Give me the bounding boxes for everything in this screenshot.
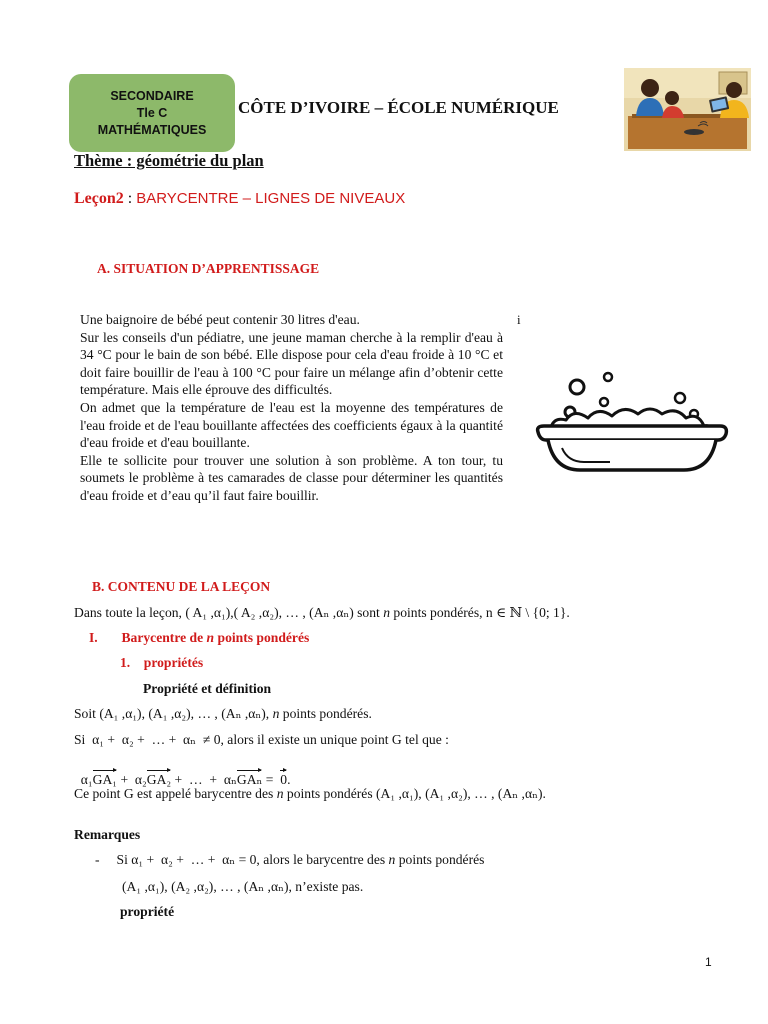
badge-level: SECONDAIRE (110, 88, 194, 103)
situation-paragraph: Une baignoire de bébé peut contenir 30 litres d'eau. (80, 312, 360, 327)
section-a-title: A. SITUATION D’APPRENTISSAGE (97, 261, 320, 276)
property-definition-heading: Propriété et définition (143, 681, 272, 696)
remark-1-continued (122, 879, 363, 895)
intro-prefix: Dans toute la leçon, (74, 605, 186, 620)
vector-equation (74, 756, 290, 788)
coef-alpha-1: α₁ (80, 772, 93, 787)
vector-gan: GAₙ (236, 772, 263, 787)
header-illustration (624, 68, 751, 151)
rem1-sum: α₁ + α₂ + … + αₙ = 0, (131, 852, 260, 867)
vector-ga2: GA₂ (146, 772, 172, 787)
badge-class: Tle C (136, 105, 168, 120)
lesson-label: Leçon2 (74, 190, 124, 207)
bathtub-illustration (532, 340, 732, 495)
property-heading: propriété (120, 904, 175, 919)
subsection-i1-title: 1. propriétés (120, 655, 204, 670)
situation-text (80, 311, 503, 505)
situation-paragraph: Elle te sollicite pour trouver une solution à son problème. A ton tour, tu soumets le problème à tes camarades de classe pour déterminer les quantités d'eau froide et d’eau qu’il faut faire bouillir. (80, 452, 503, 503)
equals-sign: = (262, 772, 281, 787)
subsection-i-suffix: points pondérés (214, 630, 310, 645)
si-sum: α₁ + α₂ + … + αₙ ≠ 0, (92, 732, 224, 747)
intro-condition: n ∈ ℕ \ {0; 1}. (485, 605, 570, 620)
lesson-intro (74, 605, 570, 621)
rem1-suffix: points pondérés (395, 852, 485, 867)
rem1-prefix: - Si (95, 852, 132, 867)
situation-paragraph: Sur les conseils d'un pédiatre, une jeune maman cherche à la remplir d'eau à 34 °C pour le bain de son bébé. Elle dispose pour cela d'eau froide à 10 °C et doit faire bouillir de l'eau à 100 °C pour faire un mélange afin d’obtenir cette température. Mais elle éprouve des difficultés. (80, 329, 503, 398)
intro-suffix: points pondérés, (390, 605, 486, 620)
subsection-i-prefix: I. Barycentre de (89, 630, 207, 645)
subsection-i-title (89, 630, 309, 646)
si-line (74, 732, 449, 748)
rem1-mid: alors le barycentre des (259, 852, 389, 867)
equation-period: . (287, 772, 291, 787)
coef-alpha-2: + α₂ (117, 772, 147, 787)
section-b-title: B. CONTENU DE LA LEÇON (92, 579, 271, 594)
coef-alpha-n: + … + αₙ (171, 772, 237, 787)
ce-mid: points pondérés (283, 786, 377, 801)
soit-prefix: Soit (74, 706, 100, 721)
si-prefix: Si (74, 732, 93, 747)
lesson-heading (74, 190, 405, 208)
ce-prefix: Ce point G est appelé barycentre des (74, 786, 277, 801)
rem1b-points: (A₁ ,α₁), (A₂ ,α₂), … , (Aₙ ,αₙ), (122, 879, 292, 894)
theme-heading: Thème : géométrie du plan (74, 151, 264, 170)
vector-ga1: GA₁ (92, 772, 118, 787)
situation-paragraph: On admet que la température de l'eau est la moyenne des températures de l'eau froide et de l'eau bouillante affectées des coefficients égaux à la quantité d'eau froide et d'eau bouillante. (80, 399, 503, 451)
lesson-separator: : (123, 190, 137, 207)
ce-n: n (276, 786, 284, 801)
intro-points: ( A₁ ,α₁),( A₂ ,α₂), … , (Aₙ ,αₙ) (185, 605, 354, 620)
subsection-i-n: n (206, 630, 215, 645)
stray-mark: i (517, 312, 521, 327)
ce-points: (A₁ ,α₁), (A₁ ,α₂), … , (Aₙ ,αₙ). (376, 786, 546, 801)
soit-points: (A₁ ,α₁), (A₁ ,α₂), … , (Aₙ ,αₙ), (99, 706, 270, 721)
si-suffix: alors il existe un unique point G tel que : (223, 732, 449, 747)
remark-1 (95, 852, 484, 868)
badge-subject: MATHÉMATIQUES (97, 122, 207, 137)
remarks-heading: Remarques (74, 827, 141, 842)
intro-mid: sont (353, 605, 384, 620)
soit-n: n (269, 706, 280, 721)
header-title: CÔTE D’IVOIRE – ÉCOLE NUMÉRIQUE (238, 98, 559, 117)
level-badge (69, 74, 235, 152)
rem1-n: n (388, 852, 396, 867)
page-number: 1 (705, 955, 712, 969)
lesson-title: BARYCENTRE – LIGNES DE NIVEAUX (136, 190, 406, 207)
null-vector: 0 (280, 772, 288, 787)
barycentre-definition (74, 786, 546, 802)
soit-suffix: points pondérés. (279, 706, 372, 721)
intro-n: n (383, 605, 390, 620)
rem1b-suffix: n’existe pas. (291, 879, 364, 894)
soit-line (74, 706, 372, 722)
